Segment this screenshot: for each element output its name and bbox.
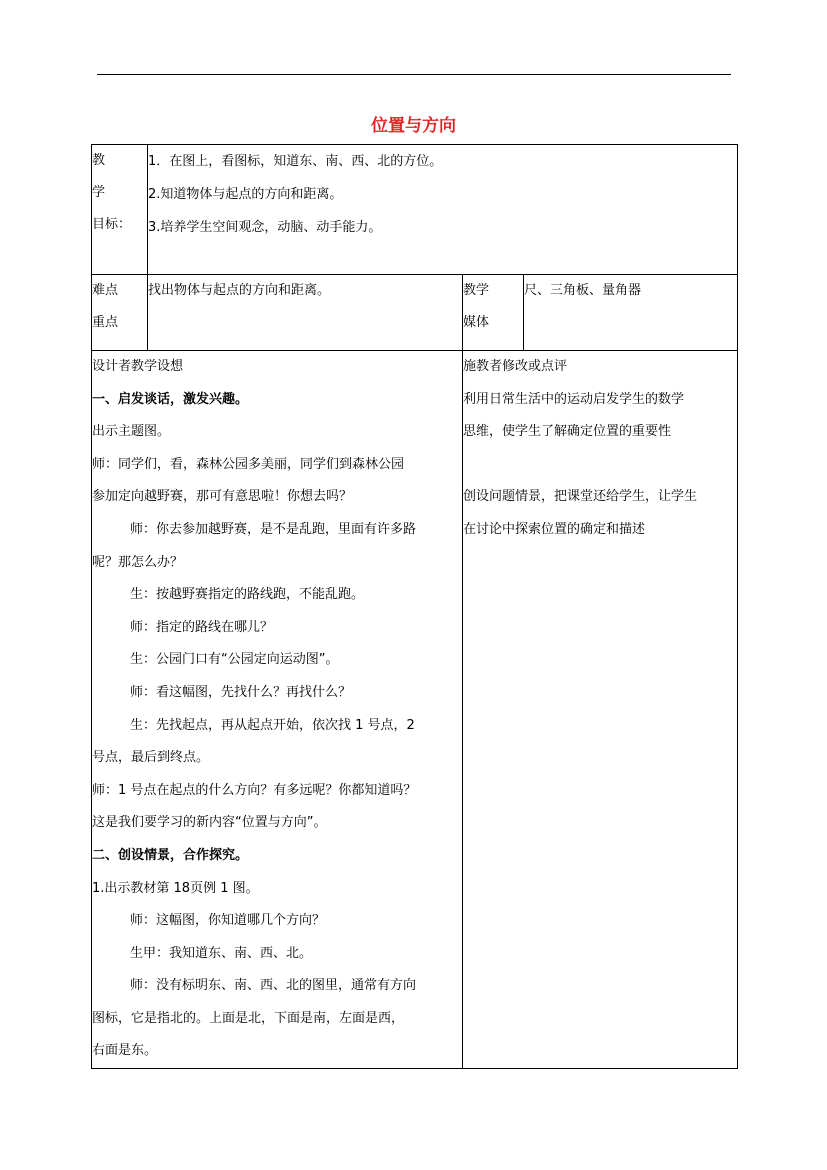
- design-line: 这是我们要学习的新内容“位置与方向”。: [92, 815, 327, 831]
- review-spacer: [463, 449, 737, 482]
- review-header: 施教者修改或点评: [463, 359, 568, 374]
- lesson-plan-table: [91, 144, 738, 1069]
- design-line: 师：你去参加越野赛，是不是乱跑，里面有许多路: [130, 521, 417, 537]
- design-column: [92, 351, 463, 1069]
- key-points-label-line: 重点: [92, 315, 119, 330]
- goals-row: [92, 145, 738, 275]
- design-line: 师：看这幅图，先找什么？再找什么？: [130, 684, 352, 700]
- design-line: 师：指定的路线在哪儿？: [130, 619, 274, 635]
- goals-label-line: 教: [92, 153, 106, 168]
- review-comment-line: 创设问题情景，把课堂还给学生，让学生: [463, 489, 698, 505]
- design-line: 出示主题图。: [92, 424, 171, 440]
- key-points-label-line: 难点: [92, 283, 119, 298]
- page-title: 位置与方向: [371, 116, 456, 136]
- goals-label: [92, 145, 148, 275]
- design-line: 生：先找起点，再从起点开始，依次找 1 号点，2: [130, 717, 415, 733]
- design-line: 师：这幅图，你知道哪几个方向？: [130, 913, 326, 929]
- media-value: 尺、三角板、量角器: [524, 275, 738, 351]
- goal-item: 3.培养学生空间观念，动脑、动手能力。: [148, 220, 382, 235]
- goal-item: 1．在图上，看图标，知道东、南、西、北的方位。: [148, 154, 443, 169]
- goal-item: 2.知道物体与起点的方向和距离。: [148, 187, 343, 202]
- media-label: [463, 275, 524, 351]
- design-line: 师：1 号点在起点的什么方向？有多远呢？你都知道吗？: [92, 782, 417, 798]
- design-line: 1.出示教材第 18页例 1 图。: [92, 880, 259, 896]
- section-heading: 二、创设情景，合作探究。: [92, 847, 249, 863]
- key-points-text: 找出物体与起点的方向和距离。: [148, 275, 463, 351]
- design-line: 生甲：我知道东、南、西、北。: [130, 945, 313, 961]
- review-comment-line: 利用日常生活中的运动启发学生的数学: [463, 391, 685, 407]
- design-line: 师：没有标明东、南、西、北的图里，通常有方向: [130, 978, 417, 994]
- goals-label-line: 学: [92, 185, 106, 200]
- section-heading: 一、启发谈话，激发兴趣。: [92, 391, 249, 407]
- design-line: 呢？那怎么办？: [92, 554, 184, 570]
- media-label-line: 媒体: [463, 315, 490, 330]
- design-header: 设计者教学设想: [92, 359, 184, 374]
- key-points-label: [92, 275, 148, 351]
- design-line: 号点，最后到终点。: [92, 750, 210, 766]
- goals-label-line: 目标：: [92, 217, 132, 232]
- media-label-line: 教学: [463, 283, 490, 298]
- design-line: 右面是东。: [92, 1043, 158, 1059]
- header-rule: [97, 74, 731, 75]
- review-comment-line: 思维，使学生了解确定位置的重要性: [463, 424, 672, 440]
- review-column: [463, 351, 738, 1069]
- process-row: [92, 351, 738, 1069]
- review-comment-line: 在讨论中探索位置的确定和描述: [463, 521, 646, 537]
- design-line: 生：按越野赛指定的路线跑，不能乱跑。: [130, 587, 365, 603]
- design-line: 图标，它是指北的。上面是北，下面是南，左面是西，: [92, 1010, 405, 1026]
- design-line: 参加定向越野赛，那可有意思啦！你想去吗？: [92, 489, 353, 505]
- design-line: 生：公园门口有“公园定向运动图”。: [130, 652, 339, 668]
- key-points-row: [92, 275, 738, 351]
- goals-content: [148, 145, 738, 275]
- design-line: 师：同学们，看，森林公园多美丽，同学们到森林公园: [92, 456, 405, 472]
